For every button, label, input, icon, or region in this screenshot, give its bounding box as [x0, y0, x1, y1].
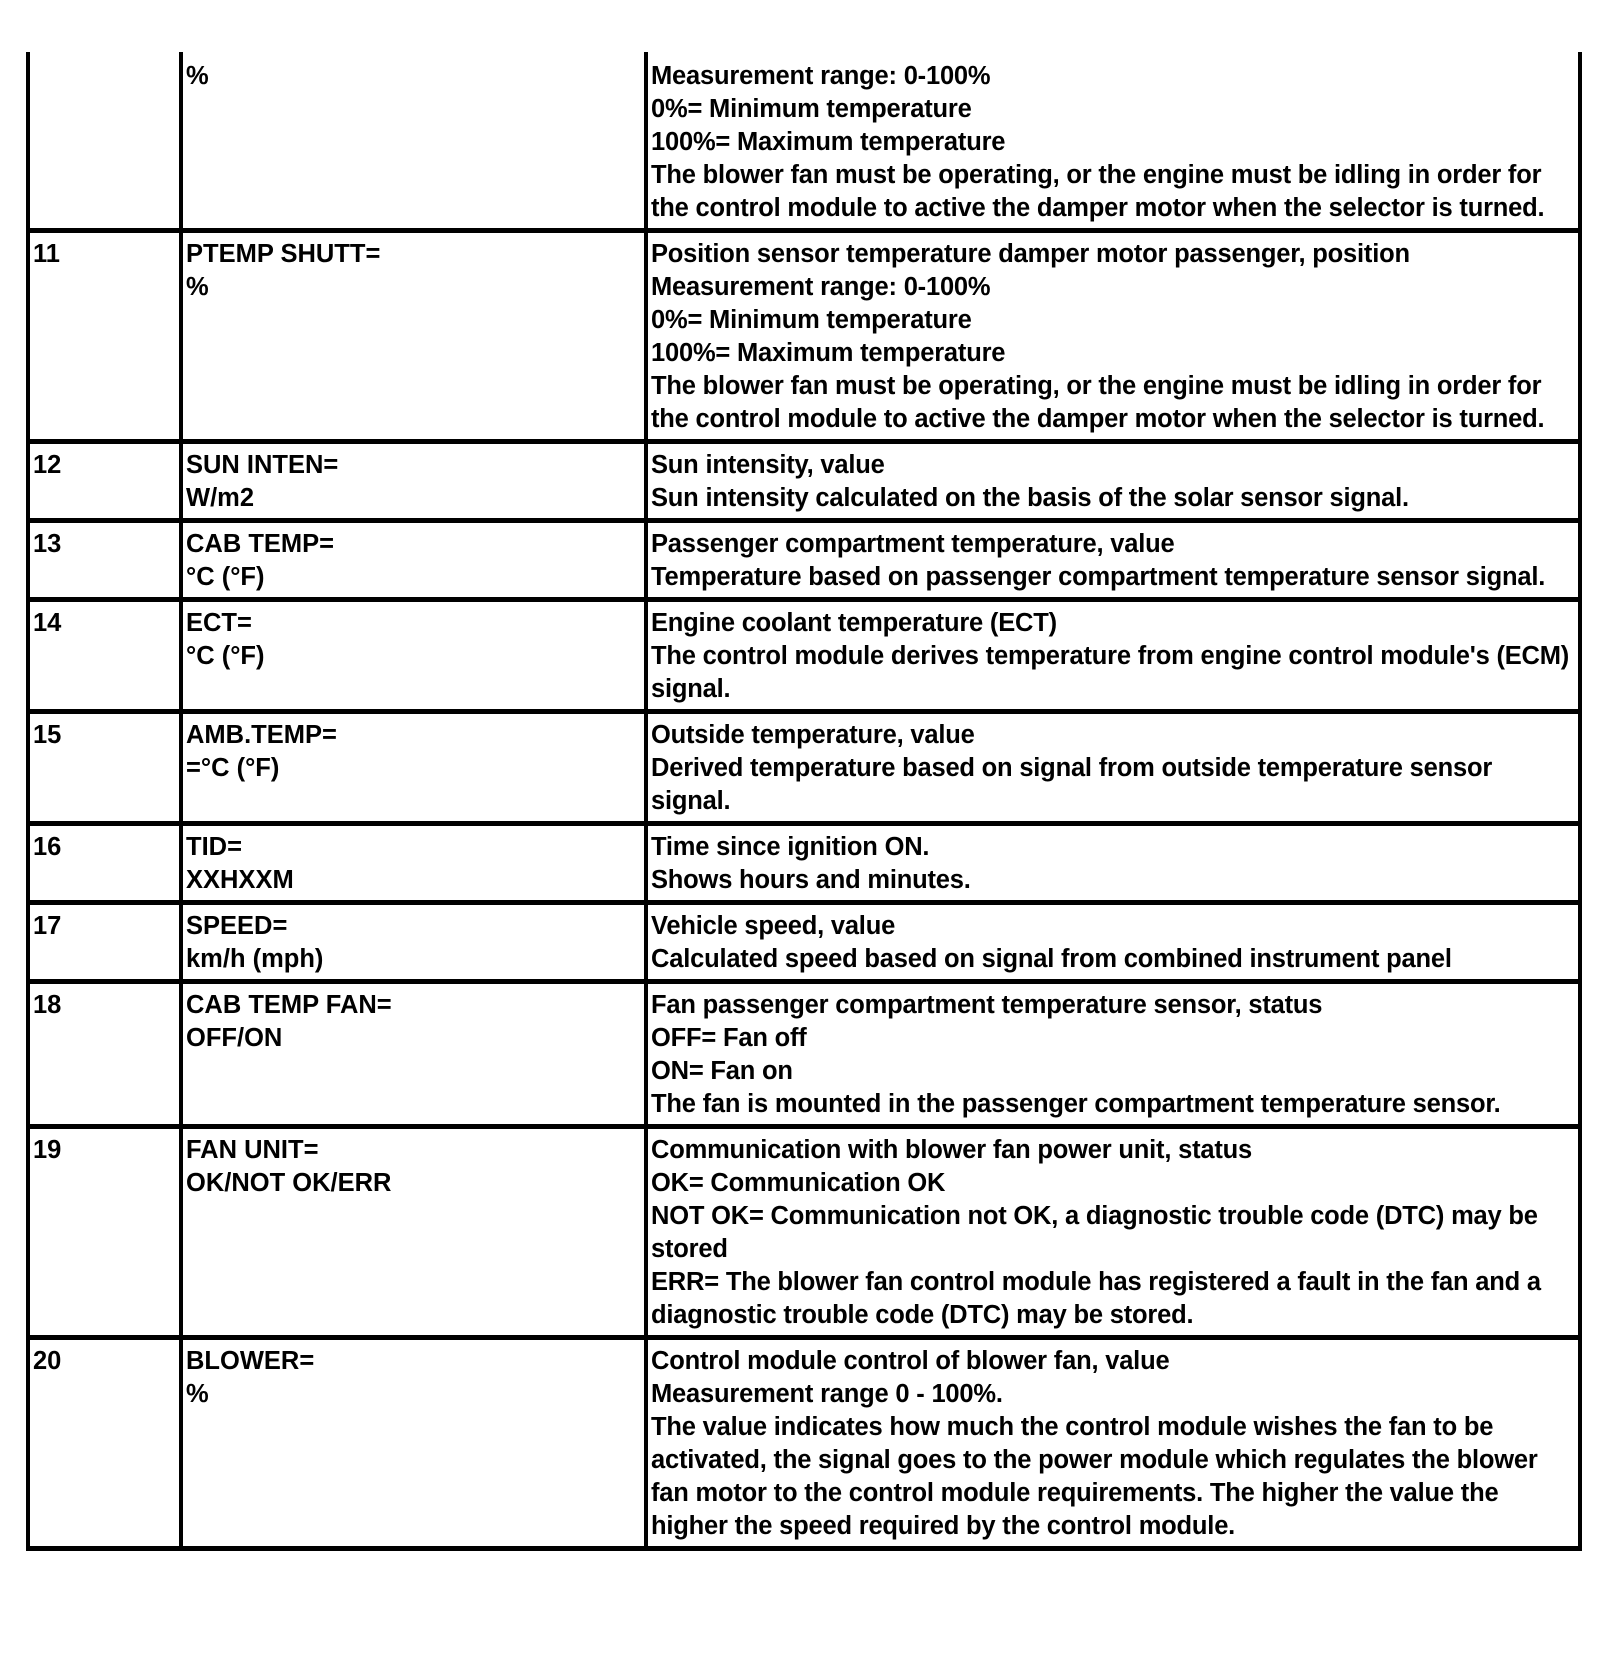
parameter-name: BLOWER= — [186, 1347, 315, 1375]
description-line: The blower fan must be operating, or the engine must be idling in order for the control module to active the damper motor when the selector is turned. — [651, 372, 1549, 433]
table-row — [28, 1338, 1580, 1549]
row-number: 20 — [33, 1347, 62, 1375]
description-line: 0%= Minimum temperature — [651, 306, 972, 334]
description-line: 100%= Maximum temperature — [651, 339, 1006, 367]
parameter-unit: °C (°F) — [186, 642, 265, 670]
row-number-cell — [28, 903, 181, 982]
description-cell — [646, 521, 1580, 600]
description-cell — [646, 1127, 1580, 1338]
row-number: 19 — [33, 1136, 62, 1164]
table-body — [28, 52, 1580, 1549]
parameter-cell — [181, 712, 646, 824]
description-line: Sun intensity calculated on the basis of the solar sensor signal. — [651, 484, 1409, 512]
row-number: 12 — [33, 451, 62, 479]
parameter-cell — [181, 52, 646, 231]
row-number-cell — [28, 231, 181, 442]
row-number: 13 — [33, 530, 62, 558]
description-line: Measurement range: 0-100% — [651, 62, 991, 90]
description-line: Outside temperature, value — [651, 721, 975, 749]
description-cell — [646, 712, 1580, 824]
description-line: The blower fan must be operating, or the engine must be idling in order for the control module to active the damper motor when the selector is turned. — [651, 161, 1549, 222]
parameter-name: SPEED= — [186, 912, 288, 940]
parameter-unit: =°C (°F) — [186, 754, 280, 782]
description-cell — [646, 442, 1580, 521]
parameter-name: % — [186, 62, 209, 90]
description-line: Shows hours and minutes. — [651, 866, 971, 894]
table-row — [28, 712, 1580, 824]
description-line: Communication with blower fan power unit, status — [651, 1136, 1253, 1164]
row-number-cell — [28, 1127, 181, 1338]
row-number-cell — [28, 824, 181, 903]
parameter-name: PTEMP SHUTT= — [186, 240, 381, 268]
table-row — [28, 521, 1580, 600]
parameter-cell — [181, 982, 646, 1127]
description-line: 0%= Minimum temperature — [651, 95, 972, 123]
row-number: 17 — [33, 912, 62, 940]
parameter-cell — [181, 442, 646, 521]
description-line: Position sensor temperature damper motor passenger, position — [651, 240, 1410, 268]
description-line: Control module control of blower fan, value — [651, 1347, 1170, 1375]
parameter-unit: XXHXXM — [186, 866, 294, 894]
description-line: Fan passenger compartment temperature sensor, status — [651, 991, 1323, 1019]
parameter-unit: % — [186, 1380, 209, 1408]
table-row — [28, 231, 1580, 442]
description-line: Derived temperature based on signal from outside temperature sensor signal. — [651, 754, 1499, 815]
description-line: Time since ignition ON. — [651, 833, 930, 861]
description-line: Calculated speed based on signal from combined instrument panel — [651, 945, 1452, 973]
row-number-cell — [28, 52, 181, 231]
parameter-cell — [181, 600, 646, 712]
description-line: ERR= The blower fan control module has registered a fault in the fan and a diagnostic trouble code (DTC) may be stored. — [651, 1268, 1548, 1329]
row-number-cell — [28, 712, 181, 824]
row-number-cell — [28, 982, 181, 1127]
parameter-unit: OFF/ON — [186, 1024, 283, 1052]
row-number: 16 — [33, 833, 62, 861]
row-number: 14 — [33, 609, 62, 637]
parameter-unit: W/m2 — [186, 484, 255, 512]
description-line: Temperature based on passenger compartment temperature sensor signal. — [651, 563, 1546, 591]
description-line: Passenger compartment temperature, value — [651, 530, 1175, 558]
description-line: Measurement range 0 - 100%. — [651, 1380, 1003, 1408]
parameter-cell — [181, 1338, 646, 1549]
table-row — [28, 824, 1580, 903]
parameter-name: ECT= — [186, 609, 252, 637]
table-row — [28, 442, 1580, 521]
parameter-name: TID= — [186, 833, 242, 861]
parameter-name: CAB TEMP FAN= — [186, 991, 392, 1019]
description-line: 100%= Maximum temperature — [651, 128, 1006, 156]
table-row — [28, 52, 1580, 231]
description-line: The value indicates how much the control module wishes the fan to be activated, the signal goes to the power module which regulates the blower fan motor to the control module requirements. The higher the value the higher the speed required by the control module. — [651, 1413, 1545, 1540]
description-cell — [646, 52, 1580, 231]
description-cell — [646, 600, 1580, 712]
description-line: Measurement range: 0-100% — [651, 273, 991, 301]
description-line: Vehicle speed, value — [651, 912, 896, 940]
parameter-cell — [181, 824, 646, 903]
parameter-cell — [181, 903, 646, 982]
description-cell — [646, 903, 1580, 982]
parameter-unit: % — [186, 273, 209, 301]
row-number-cell — [28, 1338, 181, 1549]
row-number-cell — [28, 600, 181, 712]
description-line: OFF= Fan off — [651, 1024, 807, 1052]
row-number: 18 — [33, 991, 62, 1019]
parameter-cell — [181, 521, 646, 600]
parameter-unit: °C (°F) — [186, 563, 265, 591]
table-row — [28, 600, 1580, 712]
description-line: Engine coolant temperature (ECT) — [651, 609, 1057, 637]
parameter-name: SUN INTEN= — [186, 451, 339, 479]
description-line: Sun intensity, value — [651, 451, 885, 479]
description-line: The control module derives temperature from engine control module's (ECM) signal. — [651, 642, 1576, 703]
row-number: 11 — [33, 240, 60, 268]
parameter-name: AMB.TEMP= — [186, 721, 337, 749]
parameter-name: CAB TEMP= — [186, 530, 335, 558]
table-row — [28, 1127, 1580, 1338]
description-cell — [646, 1338, 1580, 1549]
parameter-cell — [181, 1127, 646, 1338]
description-line: NOT OK= Communication not OK, a diagnostic trouble code (DTC) may be stored — [651, 1202, 1545, 1263]
parameter-unit: OK/NOT OK/ERR — [186, 1169, 392, 1197]
row-number-cell — [28, 442, 181, 521]
description-cell — [646, 982, 1580, 1127]
parameter-name: FAN UNIT= — [186, 1136, 319, 1164]
parameter-cell — [181, 231, 646, 442]
row-number: 15 — [33, 721, 62, 749]
description-cell — [646, 824, 1580, 903]
table-row — [28, 903, 1580, 982]
description-line: ON= Fan on — [651, 1057, 793, 1085]
description-cell — [646, 231, 1580, 442]
row-number-cell — [28, 521, 181, 600]
table-row — [28, 982, 1580, 1127]
parameter-unit: km/h (mph) — [186, 945, 324, 973]
description-line: OK= Communication OK — [651, 1169, 946, 1197]
description-line: The fan is mounted in the passenger compartment temperature sensor. — [651, 1090, 1501, 1118]
parameter-table — [26, 52, 1582, 1551]
